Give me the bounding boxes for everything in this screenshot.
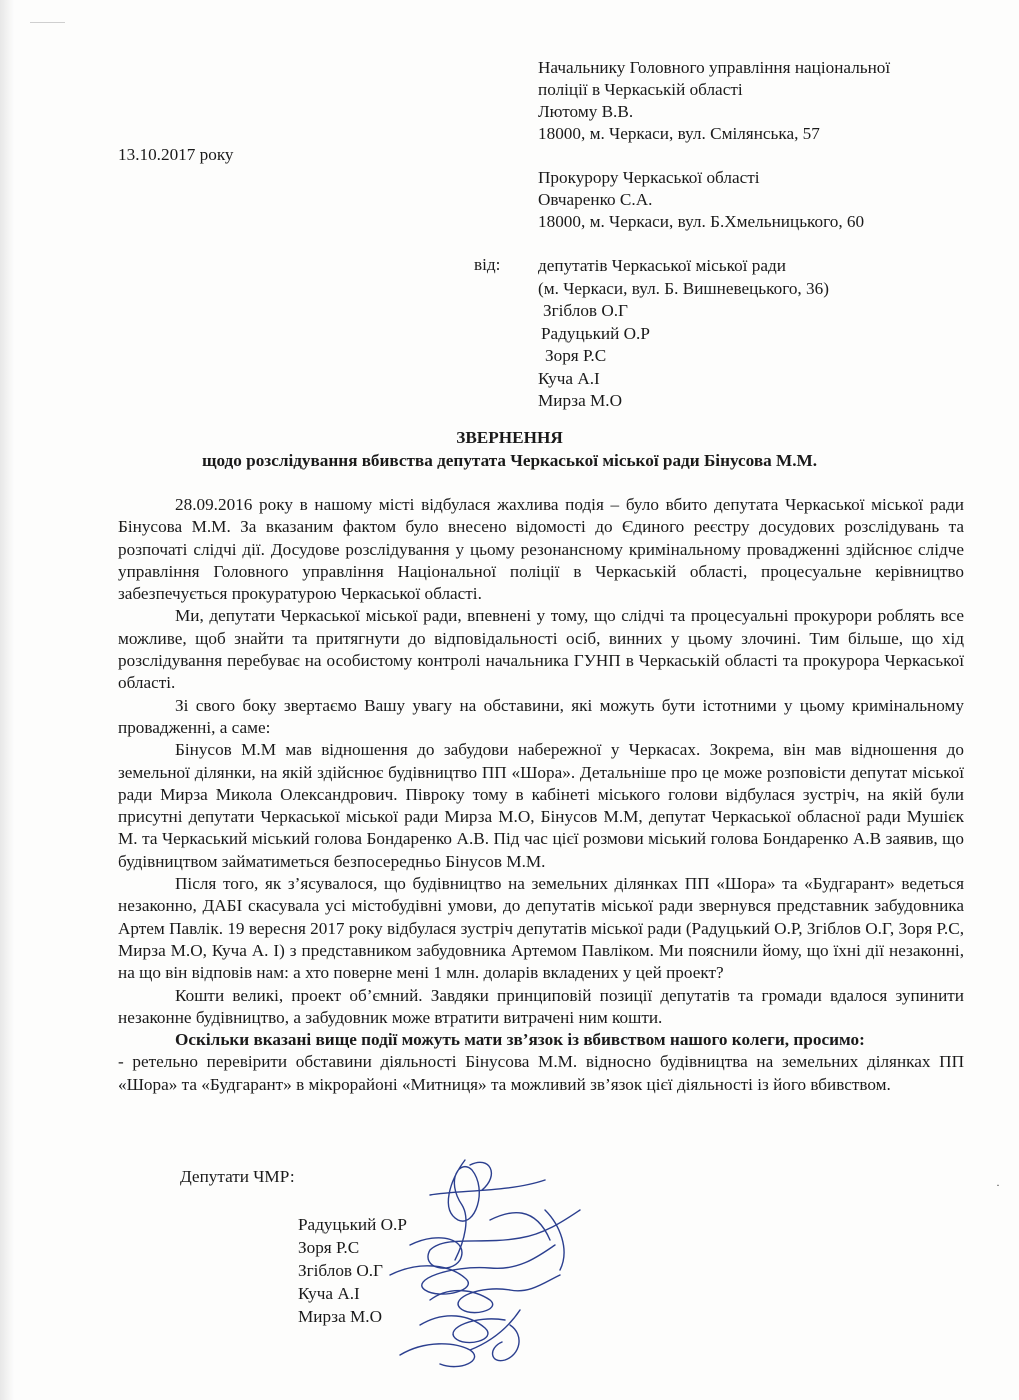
document-body bbox=[118, 494, 964, 1096]
scan-mark-line bbox=[30, 22, 65, 23]
body-paragraph: Зі свого боку звертаємо Вашу увагу на обставини, які можуть бути істотними у цьому кримінальному провадженні, а саме: bbox=[118, 695, 964, 737]
signature-stroke bbox=[493, 1325, 520, 1361]
sender-name: Куча А.І bbox=[538, 368, 600, 388]
document-date: 13.10.2017 року bbox=[118, 145, 234, 164]
body-paragraph: Ми, депутати Черкаської міської ради, впевнені у тому, що слідчі та процесуальні прокурори роблять все можливе, щоб знайти та притягнути до відповідальності осіб, винних у цьому злочині. Тим більше, що хід розслідування перебуває на особистому контролі начальника ГУНП в Черкаській області та прокурора Черкаської області. bbox=[118, 606, 964, 693]
signatory-name: Радуцький О.Р bbox=[298, 1215, 407, 1234]
addressee-line: поліції в Черкаській області bbox=[538, 80, 743, 99]
addressee-line: Овчаренко С.А. bbox=[538, 190, 653, 209]
signatory-name: Згіблов О.Г bbox=[298, 1261, 383, 1280]
body-paragraph: Після того, як з’ясувалося, що будівництво на земельних ділянках ПП «Шора» та «Будгарант» ведеться незаконно, ДАБІ скасувала усі містобудівні умови, до депутатів міської ради звернувся представник забудовника Артем Павлік. 19 вересня 2017 року відбулася зустріч депутатів міської ради (Радуцький О.Р, Згіблов О.Г, Зоря Р.С, Мирза М.О, Куча А. І) з представником забудовника Артемом Павліком. Ми пояснили йому, що їхні дії незаконні, на що він відповів нам: а хто поверне мені 1 млн. доларів вкладених у цей проект? bbox=[118, 874, 964, 983]
request-item: - ретельно перевірити обставини діяльності Бінусова М.М. відносно будівництва на земельних ділянках ПП «Шора» та «Будгарант» в мікрорайоні «Митниця» та можливий зв’язок цієї діяльності із його вбивством. bbox=[118, 1052, 964, 1094]
signature-stroke bbox=[400, 1310, 520, 1367]
from-label: від: bbox=[474, 255, 501, 274]
signature-stroke bbox=[410, 1210, 580, 1268]
addressee-line: Начальнику Головного управління національної bbox=[538, 58, 891, 77]
sender-line: депутатів Черкаської міської ради bbox=[538, 256, 786, 275]
scan-artifact: · bbox=[996, 1178, 1000, 1192]
addressee-line: Прокурору Черкаської області bbox=[538, 168, 760, 187]
signed-by-label: Депутати ЧМР: bbox=[180, 1167, 295, 1186]
addressee-line: Лютому В.В. bbox=[538, 102, 634, 121]
signature-stroke bbox=[430, 1162, 545, 1195]
signatory-name: Мирза М.О bbox=[298, 1307, 382, 1326]
signatory-name: Куча А.І bbox=[298, 1284, 360, 1303]
body-paragraph: Бінусов М.М мав відношення до забудови набережної у Черкасах. Зокрема, він мав відношення до земельної ділянки, на якій здійснює будівництво ПП «Шора». Детальніше про це може розповісти депутат міської ради Мирза Микола Олександрович. Півроку тому в кабінеті міського голови відбулася зустріч, на якій були присутні депутати Черкаської міської ради Мирза М.О, Бінусов М.М, депутат Черкаської обласної ради Мушієк М. та Черкаський міський голова Бондаренко А.В. Під час цієї розмови міський голова Бондаренко А.В заявив, що будівництвом займатиметься безпосередньо Бінусов М.М. bbox=[118, 740, 964, 871]
scan-edge bbox=[0, 0, 14, 1400]
addressee-line: 18000, м. Черкаси, вул. Б.Хмельницького, 60 bbox=[538, 212, 865, 231]
handwritten-signatures bbox=[370, 1150, 620, 1380]
body-paragraph: Кошти великі, проект об’ємний. Завдяки принциповій позиції депутатів та громади вдалося зупинити незаконне будівництво, а забудовник може втратити витрачені ним кошти. bbox=[118, 985, 964, 1027]
document-title: ЗВЕРНЕННЯ bbox=[456, 428, 563, 447]
request-heading: Оскільки вказані вище події можуть мати зв’язок із вбивством нашого колеги, просимо: bbox=[175, 1030, 865, 1050]
signatory-name: Зоря Р.С bbox=[298, 1238, 360, 1257]
signature-stroke bbox=[448, 1160, 479, 1260]
signature-stroke bbox=[390, 1245, 555, 1294]
addressee-line: 18000, м. Черкаси, вул. Смілянська, 57 bbox=[538, 124, 820, 143]
sender-line: (м. Черкаси, вул. Б. Вишневецького, 36) bbox=[538, 278, 829, 298]
sender-block bbox=[538, 255, 829, 413]
addressee-police bbox=[538, 57, 890, 145]
sender-name: Мирза М.О bbox=[538, 391, 622, 410]
sender-name: Радуцький О.Р bbox=[541, 323, 650, 343]
sender-name: Зоря Р.С bbox=[545, 346, 607, 365]
sender-name: Згіблов О.Г bbox=[543, 301, 628, 320]
body-paragraph: 28.09.2016 року в нашому місті відбулася жахлива подія – було вбито депутата Черкаської міської ради Бінусова М.М. За вказаним фактом було внесено відомості до Єдиного реєстру досудових розслідувань та розпочаті слідчі дії. Досудове розслідування у цьому резонансному кримінальному провадженні здійснює слідче управління Головного управління Національної поліції в Черкаській області, процесуальне керівництво забезпечується прокуратурою Черкаської області. bbox=[118, 495, 964, 604]
document-subtitle: щодо розслідування вбивства депутата Черкаської міської ради Бінусова М.М. bbox=[201, 451, 818, 470]
addressee-prosecutor bbox=[538, 167, 864, 233]
